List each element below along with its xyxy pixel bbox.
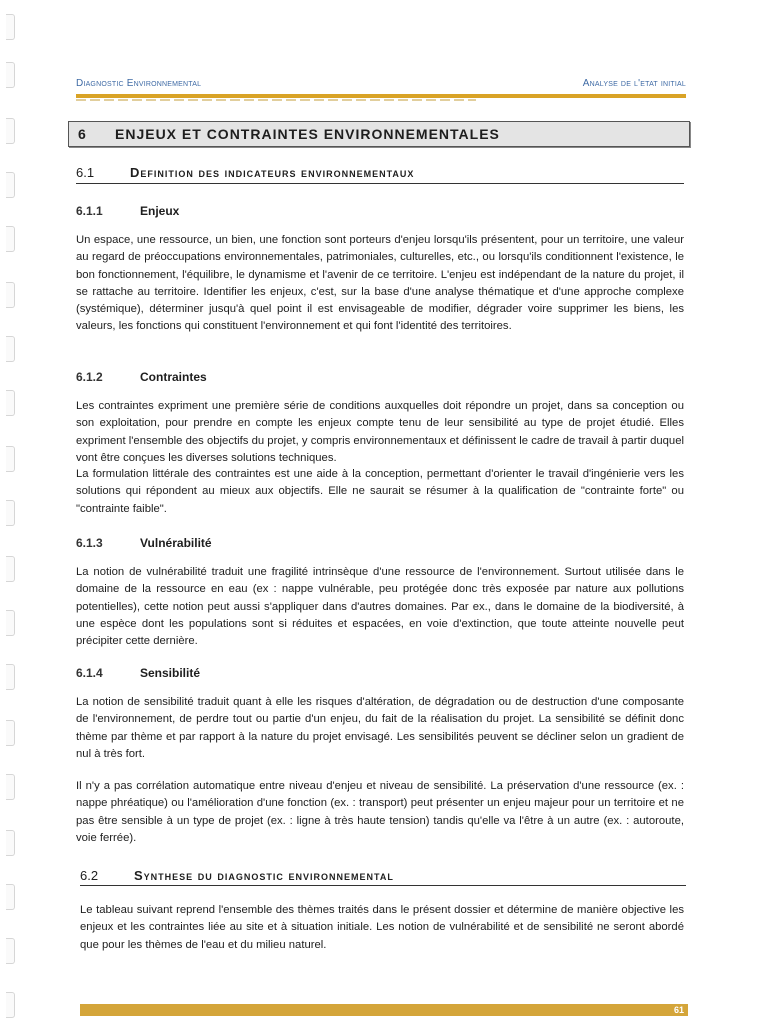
header-rule	[76, 94, 686, 98]
paragraph-vulnerabilite: La notion de vulnérabilité traduit une fragilité intrinsèque d'une ressource de l'environnement. Surtout utilisée dans le domaine de la ressource en eau (ex : nappe vulnérable, peu protégée donc très exposée par nature aux pollutions potentielles), cette notion peut aussi s'appliquer dans d'autres domaines. Par ex., dans le domaine de la biodiversité, à une espèce dont les populations sont si réduites et espacées, en voie d'extinction, que toute atteinte nouvelle peut précipiter cette dernière.	[76, 566, 684, 648]
binder-hole	[6, 446, 15, 472]
binder-hole	[6, 118, 15, 144]
paragraph-synthese: Le tableau suivant reprend l'ensemble des thèmes traités dans le présent dossier et détermine de manière objective les enjeux et les contraintes liée au site et à situation initiale. Les notion de vulnérabilité et de sensibilité ne seront abordé que pour les thèmes de l'eau et du milieu naturel.	[80, 904, 684, 951]
binder-hole	[6, 14, 15, 40]
header-rule-decoration	[76, 99, 476, 101]
section-rule	[80, 885, 686, 886]
subsection-number: 6.1.3	[76, 536, 103, 550]
binder-hole	[6, 664, 15, 690]
binder-hole	[6, 226, 15, 252]
section-number: 6.1	[76, 165, 95, 180]
section-title: Synthese du diagnostic environnemental	[134, 868, 394, 883]
chapter-heading	[68, 121, 690, 147]
section-title: Definition des indicateurs environnementaux	[130, 165, 415, 180]
binder-hole	[6, 172, 15, 198]
binder-hole	[6, 282, 15, 308]
binder-hole	[6, 774, 15, 800]
binder-hole	[6, 884, 15, 910]
subsection-number: 6.1.2	[76, 370, 103, 384]
binder-holes	[6, 0, 22, 1024]
binder-hole	[6, 992, 15, 1018]
binder-hole	[6, 62, 15, 88]
binder-hole	[6, 500, 15, 526]
paragraph-sensibilite-1: La notion de sensibilité traduit quant à elle les risques d'altération, de dégradation ou de destruction d'une composante de l'environnement, de perdre tout ou partie d'un enjeu, du fait de la réalisation du projet. La sensibilité se définit donc thème par thème et par rapport à la nature du projet envisagé. Les sensibilités peuvent se décliner selon un gradient de nul à très fort.	[76, 696, 684, 760]
section-rule	[76, 183, 684, 184]
subsection-title: Sensibilité	[140, 666, 201, 680]
subsection-title: Contraintes	[140, 370, 207, 384]
subsection-title: Enjeux	[140, 204, 180, 218]
running-header	[76, 78, 686, 92]
subsection-title: Vulnérabilité	[140, 536, 212, 550]
chapter-number: 6	[78, 126, 86, 142]
subsection-number: 6.1.1	[76, 204, 103, 218]
paragraph-contraintes-2: La formulation littérale des contraintes est une aide à la conception, permettant d'orienter le travail d'ingénierie vers les solutions qui répondent au mieux aux objectifs. Elle ne saurait se résumer à la qualification de "contrainte forte" ou "contrainte faible".	[76, 468, 684, 515]
binder-hole	[6, 830, 15, 856]
binder-hole	[6, 556, 15, 582]
paragraph-contraintes-1: Les contraintes expriment une première série de conditions auxquelles doit répondre un projet, dans sa conception ou son exploitation, pour prendre en compte les enjeux compte tenu de leur sensibilité au type de projet étudié. Elles expriment l'ensemble des objectifs du projet, y compris environnementaux et définissent le cadre de travail à partir duquel vont être conçues les diverses solutions techniques.	[76, 400, 684, 464]
footer-bar	[80, 1004, 688, 1016]
binder-hole	[6, 336, 15, 362]
binder-hole	[6, 938, 15, 964]
section-number: 6.2	[80, 868, 99, 883]
header-right-title: Analyse de l'etat initial	[582, 78, 686, 89]
header-left-title: Diagnostic Environnemental	[76, 78, 202, 89]
binder-hole	[6, 610, 15, 636]
subsection-number: 6.1.4	[76, 666, 103, 680]
binder-hole	[6, 720, 15, 746]
chapter-title: ENJEUX ET CONTRAINTES ENVIRONNEMENTALES	[115, 126, 500, 142]
binder-hole	[6, 390, 15, 416]
page-number: 61	[673, 1005, 684, 1015]
paragraph-enjeux: Un espace, une ressource, un bien, une fonction sont porteurs d'enjeu lorsqu'ils présentent, pour un territoire, une valeur au regard de préoccupations environnementales, patrimoniales, culturelles, etc., ou lorsqu'ils conditionnent l'existence, le bon fonctionnement, l'équilibre, le dynamisme et l'avenir de ce territoire. L'enjeu est indépendant de la nature du projet, il se rattache au territoire. Identifier les enjeux, c'est, sur la base d'une analyse thématique et d'une approche complexe (systémique), déterminer jusqu'à quel point il est envisageable de modifier, dégrader voire supprimer les biens, les valeurs, les fonctions qui constituent l'environnement et qui font l'identité des territoires.	[76, 234, 684, 333]
paragraph-sensibilite-2: Il n'y a pas corrélation automatique entre niveau d'enjeu et niveau de sensibilité. La préservation d'une ressource (ex. : nappe phréatique) ou l'amélioration d'une fonction (ex. : transport) peut présenter un enjeu majeur pour un territoire et ne pas être sensible à un type de projet (ex. : ligne à très haute tension) tandis qu'elle va l'être à un autre (ex. : autoroute, voie ferrée).	[76, 780, 684, 844]
